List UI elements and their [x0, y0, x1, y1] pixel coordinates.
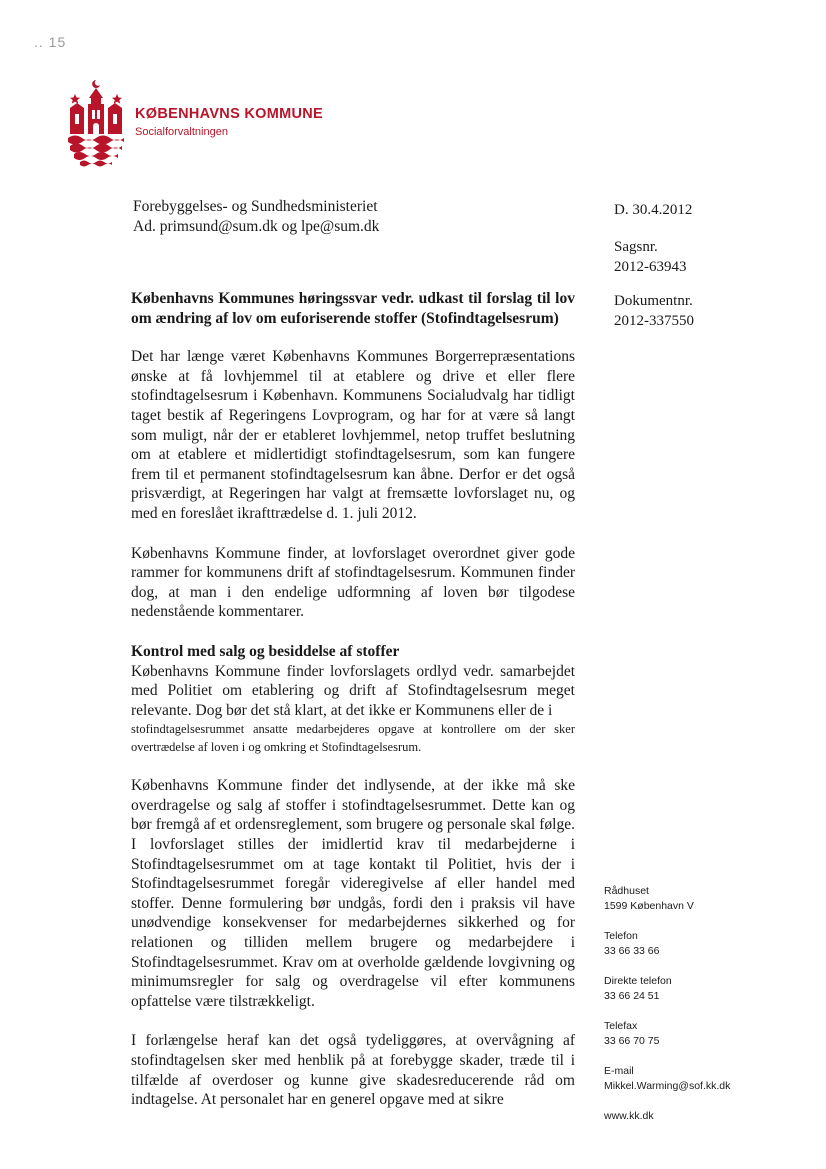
letter-date: D. 30.4.2012 — [614, 202, 693, 218]
body-paragraph-2: Københavns Kommune finder, at lovforslaget overordnet giver gode rammer for kommunens drift af stofindtagelsesrum. Kommunen finder dog, at man i den endelige udformning af loven bør tilgodese nedenstående kommentarer. — [131, 544, 575, 621]
fax-label: Telefax — [604, 1020, 638, 1032]
document-number-value: 2012-337550 — [614, 313, 694, 329]
case-number-label: Sagsnr. — [614, 239, 658, 255]
section-heading: Kontrol med salg og besiddelse af stoffer — [131, 642, 400, 660]
website: www.kk.dk — [604, 1110, 654, 1122]
body-paragraph-4: Københavns Kommune finder det indlysende, at der ikke må ske overdragelse og salg af stoffer i stofindtagelsesrummet. Dette kan og bør fremgå af et ordensreglement, som brugere og personale skal følge. I lovforslaget stilles der imidlertid krav til medarbejderne i Stofindtagelsesrummet om at tage kontakt til Politiet, hvis der i Stofindtagelsesrummet foregår videregivelse af eller handel med stoffer. Denne formulering bør undgås, fordi den i praksis vil have unødvendige konsekvenser for medarbejdernes sikkerhed og for relationen og tilliden mellem brugere og medarbejdere i Stofindtagelsesrummet. Krav om at overholde gældende lovgivning og minimumsregler for salg og overdragelse vil efter kommunens opfattelse være tilstrækkeligt. — [131, 777, 575, 1010]
body-paragraph-3-small: stofindtagelsesrummet ansatte medarbejderes opgave at kontrollere om der sker overtrædelse af loven i og omkring et Stofindtagelsesrum. — [131, 722, 575, 755]
email-group — [604, 1064, 794, 1094]
address-group — [604, 884, 794, 914]
section-control — [131, 642, 575, 756]
address-label: Rådhuset — [604, 885, 649, 897]
body-paragraph-1: Det har længe været Københavns Kommunes Borgerrepræsentations ønske at få lovhjemmel til at etablere og drive et eller flere stofindtagelsesrum i København. Kommunens Socialudvalg har tidligt taget bestik af Regeringens Lovprogram, og har for at være så langt som muligt, når der er etableret lovhjemmel, netop truffet beslutning om at etablere et midlertidigt stofindtagelsesrum, som kan fungere frem til et permanent stofindtagelsesrum kan åbne. Derfor er det også prisværdigt, at Regeringen har valgt at fremsætte lovforslaget nu, og med en foreslået ikrafttrædelse d. 1. juli 2012. — [131, 348, 575, 522]
case-number — [614, 237, 687, 277]
direct-phone-value: 33 66 24 51 — [604, 990, 660, 1002]
letter-subject: Københavns Kommunes høringssvar vedr. udkast til forslag til lov om ændring af lov om euforiserende stoffer (Stofindtagelsesrum) — [131, 290, 575, 327]
recipient-name: Forebyggelses- og Sundhedsministeriet — [133, 198, 378, 215]
direct-phone-label: Direkte telefon — [604, 975, 672, 987]
body-paragraph-3: Københavns Kommune finder lovforslagets ordlyd vedr. samarbejdet med Politiet om etablering og drift af Stofindtagelsesrum meget relevante. Dog bør det stå klart, at det ikke er Kommunens eller de i — [131, 662, 575, 719]
fax-group — [604, 1019, 794, 1049]
direct-phone-group — [604, 974, 794, 1004]
phone-group — [604, 929, 794, 959]
phone-label: Telefon — [604, 930, 638, 942]
organization-name: KØBENHAVNS KOMMUNE — [135, 106, 323, 122]
document-number — [614, 291, 694, 331]
recipient-block — [133, 197, 379, 237]
email-label: E-mail — [604, 1065, 634, 1077]
letter-body — [131, 289, 575, 1110]
page-marks: .. 15 — [34, 34, 67, 50]
fax-value: 33 66 70 75 — [604, 1035, 660, 1047]
recipient-address: Ad. primsund@sum.dk og lpe@sum.dk — [133, 218, 380, 235]
organization-header — [135, 106, 323, 138]
body-paragraph-5: I forlængelse heraf kan det også tydeliggøres, at overvågning af stofindtagelsen sker med henblik på at forebygge skader, træde til i tilfælde af overdoser og kunne give skadesreducerende råd om indtagelse. At personalet har en generel opgave med at sikre — [131, 1032, 575, 1109]
case-number-value: 2012-63943 — [614, 259, 687, 275]
kobenhavns-kommune-logo — [66, 80, 126, 168]
contact-info — [604, 884, 794, 1124]
organization-unit: Socialforvaltningen — [135, 126, 228, 138]
email-value: Mikkel.Warming@sof.kk.dk — [604, 1080, 731, 1092]
address-value: 1599 København V — [604, 900, 694, 912]
document-number-label: Dokumentnr. — [614, 293, 693, 309]
phone-value: 33 66 33 66 — [604, 945, 660, 957]
